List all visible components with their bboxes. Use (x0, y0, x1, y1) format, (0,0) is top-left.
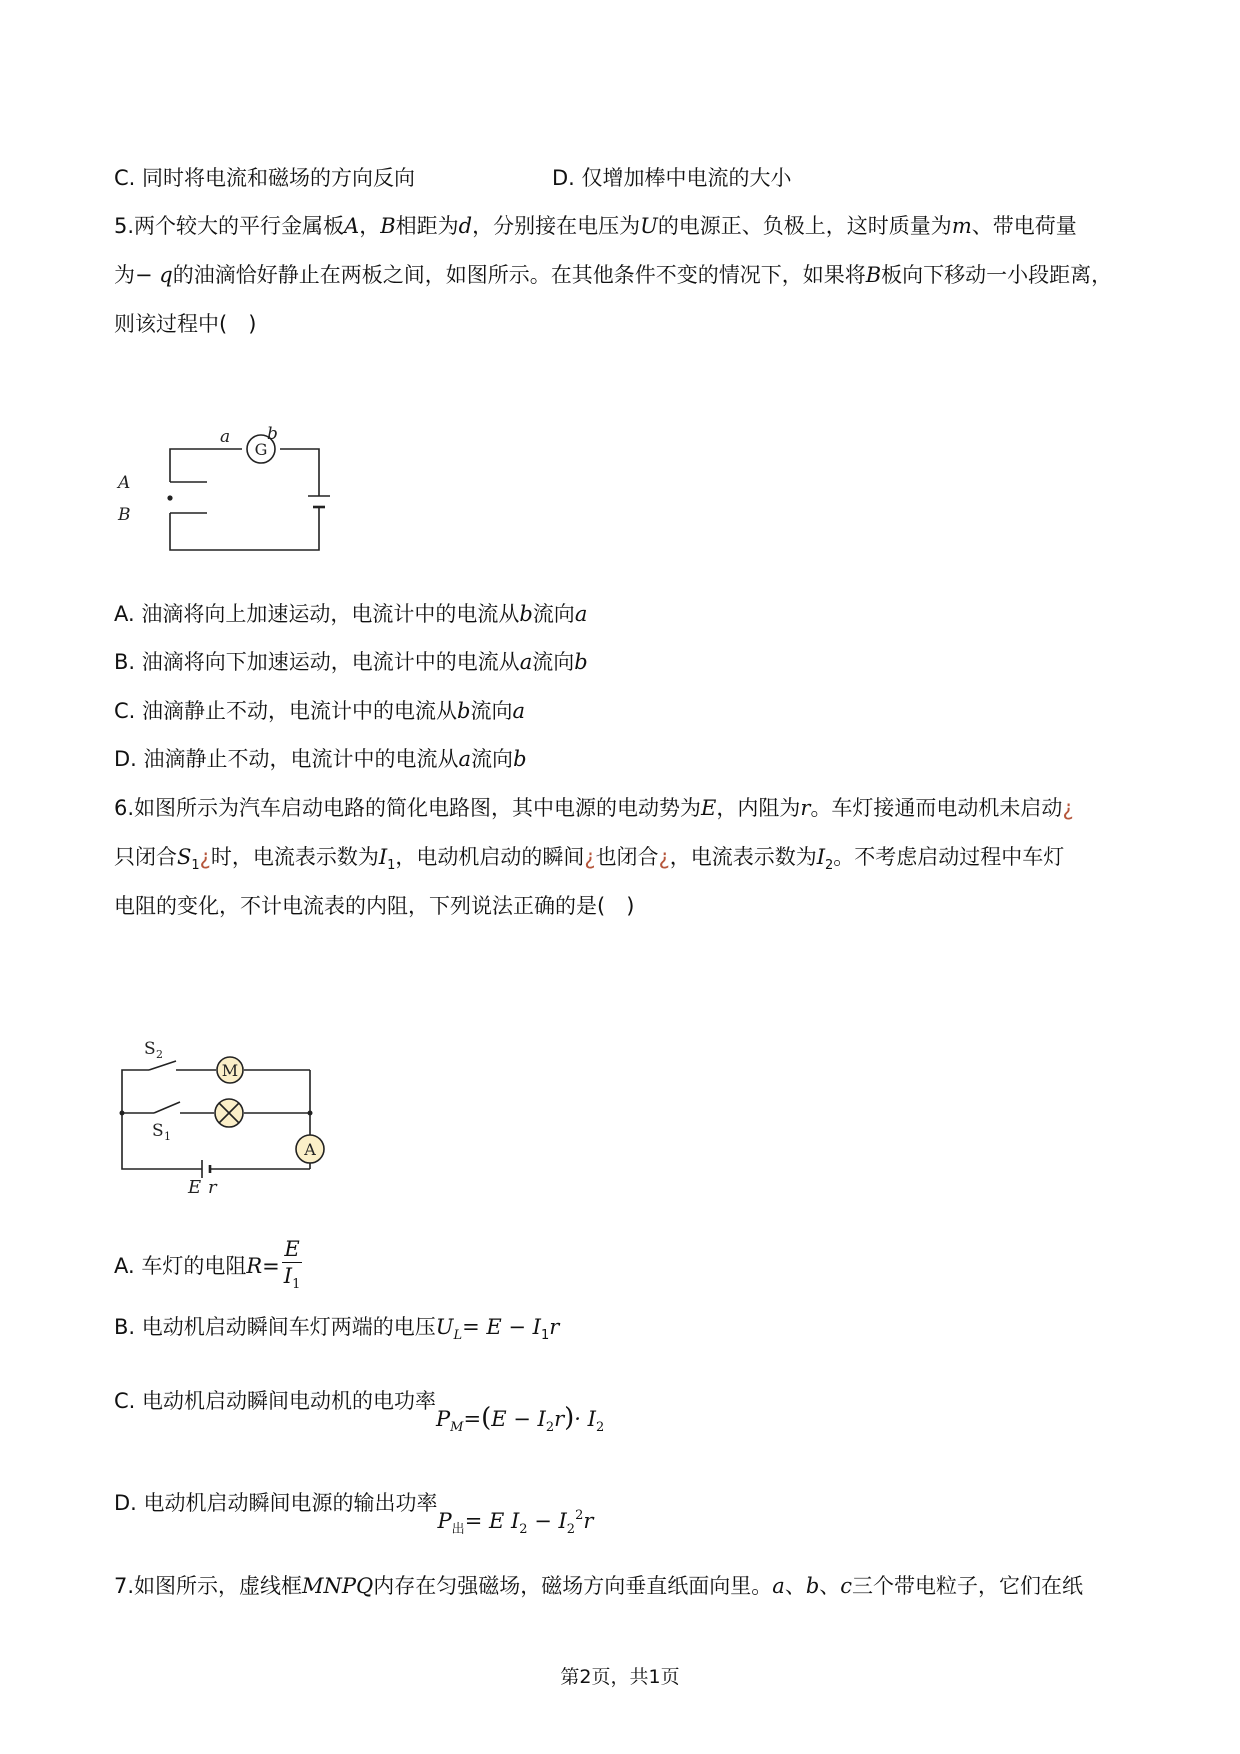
switch-s1-subscript: 1 (164, 1130, 171, 1143)
terminal-b-label: b (267, 424, 278, 444)
junction-right (308, 1111, 313, 1116)
galvanometer-label: G (254, 440, 268, 459)
q5-option-d: D. 油滴静止不动，电流计中的电流从a流向b (114, 747, 527, 771)
q5-stem-line-3: 则该过程中( ) (114, 312, 257, 336)
q6-circuit-diagram (112, 1020, 342, 1200)
junction-left (120, 1111, 125, 1116)
page-footer: 第2页，共1页 (560, 1666, 680, 1688)
switch-s2-subscript: 2 (156, 1048, 163, 1061)
oil-drop (167, 495, 172, 500)
ammeter-label: A (304, 1140, 316, 1159)
q5-option-a: A. 油滴将向上加速运动，电流计中的电流从b流向a (114, 602, 588, 626)
q5-option-c: C. 油滴静止不动，电流计中的电流从b流向a (114, 699, 525, 723)
q5-option-b: B. 油滴将向下加速运动，电流计中的电流从a流向b (114, 650, 588, 674)
switch-s1-label: S (152, 1121, 164, 1141)
switch-s2-label: S (144, 1039, 156, 1059)
plate-a-label: A (118, 473, 131, 493)
resistance-fraction: $\frac{E}{I_1}$ (283, 1237, 301, 1292)
lamp-symbol (215, 1099, 243, 1127)
q4-option-d: D. 仅增加棒中电流的大小 (552, 166, 792, 190)
emf-label: E (188, 1177, 202, 1198)
q6-option-a: A. 车灯的电阻R= $\frac{E}{I_1}$ (114, 1236, 304, 1298)
q5-stem-line-1: 5.两个较大的平行金属板A，B相距为d，分别接在电压为U的电源正、负极上，这时质量为m、带电荷量 (114, 214, 1077, 238)
terminal-a-label: a (220, 427, 231, 447)
q7-stem-line-1: 7.如图所示，虚线框MNPQ内存在匀强磁场，磁场方向垂直纸面向里。a、b、c三个带电粒子，它们在纸 (114, 1574, 1084, 1598)
q5-circuit-diagram (112, 420, 342, 560)
q6-stem-line-2: 只闭合$S_1¿$时，电流表示数为$I_1$，电动机启动的瞬间¿也闭合¿，电流表示数为$I_2$。不考虑启动过程中车灯 (114, 845, 1065, 873)
plate-b-label: B (118, 505, 131, 525)
q6-option-b: B. 电动机启动瞬间车灯两端的电压$U_L= E - I_1r$ (114, 1315, 560, 1343)
q6-option-d: D. 电动机启动瞬间电源的输出功率$P_出= E$ $I_2 - I_2^2r$ (114, 1491, 594, 1537)
q6-stem-line-1: 6.如图所示为汽车启动电路的简化电路图，其中电源的电动势为E，内阻为r。车灯接通而电动机未启动¿ (114, 796, 1074, 820)
internal-resistance-label: r (208, 1177, 217, 1198)
q6-option-c: C. 电动机启动瞬间电动机的电功率$P_M=(E - I_2r)\cdot I_2$ (114, 1389, 605, 1435)
q5-stem-line-2: 为− q的油滴恰好静止在两板之间，如图所示。在其他条件不变的情况下，如果将B板向下移动一小段距离， (114, 263, 1113, 287)
motor-label: M (221, 1061, 239, 1080)
q4-option-c: C. 同时将电流和磁场的方向反向 (114, 166, 416, 190)
q6-stem-line-3: 电阻的变化，不计电流表的内阻，下列说法正确的是( ) (114, 894, 635, 918)
